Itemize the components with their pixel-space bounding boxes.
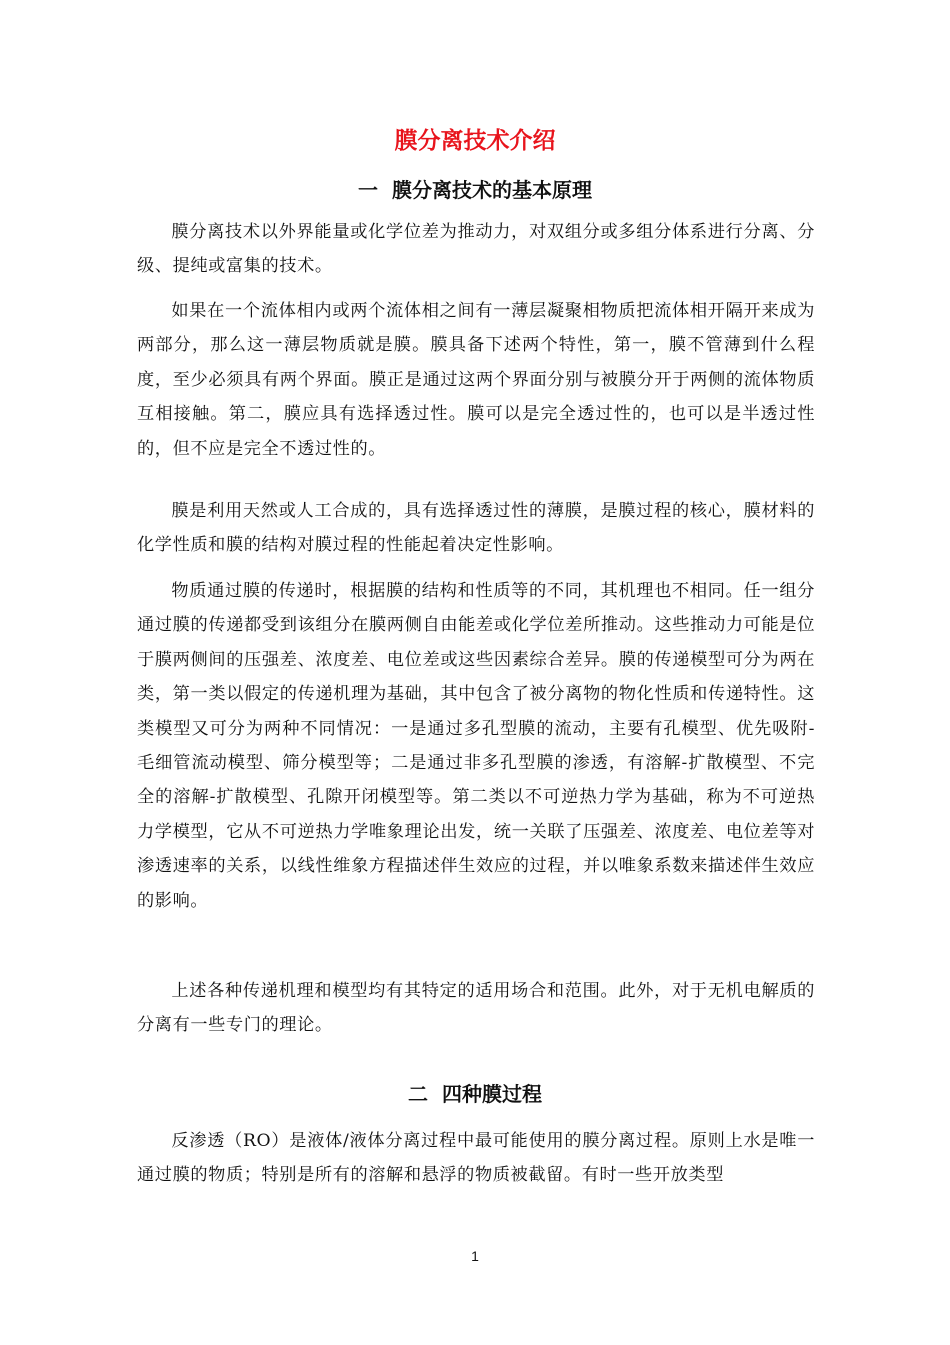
paragraph: 上述各种传递机理和模型均有其特定的适用场合和范围。此外，对于无机电解质的分离有一些专门的理论。 (137, 981, 815, 1036)
section-title: 膜分离技术的基本原理 (392, 178, 592, 202)
section-heading-2 (0, 1080, 950, 1108)
section-title: 四种膜过程 (442, 1082, 542, 1106)
section-number: 一 (358, 178, 378, 202)
section-number: 二 (408, 1082, 428, 1106)
page-number: 1 (471, 1248, 479, 1264)
paragraph: 膜分离技术以外界能量或化学位差为推动力，对双组分或多组分体系进行分离、分级、提纯或富集的技术。 (137, 222, 815, 277)
paragraph: 反渗透（RO）是液体/液体分离过程中最可能使用的膜分离过程。原则上水是唯一通过膜的物质；特别是所有的溶解和悬浮的物质被截留。有时一些开放类型 (137, 1131, 815, 1186)
paragraph: 物质通过膜的传递时，根据膜的结构和性质等的不同，其机理也不相同。任一组分通过膜的传递都受到该组分在膜两侧自由能差或化学位差所推动。这些推动力可能是位于膜两侧间的压强差、浓度差、电位差或这些因素综合差异。膜的传递模型可分为两在类，第一类以假定的传递机理为基础，其中包含了被分离物的物化性质和传递特性。这类模型又可分为两种不同情况：一是通过多孔型膜的流动，主要有孔模型、优先吸附-毛细管流动模型、筛分模型等；二是通过非多孔型膜的渗透，有溶解-扩散模型、不完全的溶解-扩散模型、孔隙开闭模型等。第二类以不可逆热力学为基础，称为不可逆热力学模型，它从不可逆热力学唯象理论出发，统一关联了压强差、浓度差、电位差等对渗透速率的关系，以线性维象方程描述伴生效应的过程，并以唯象系数来描述伴生效应的影响。 (137, 581, 815, 911)
paragraph: 如果在一个流体相内或两个流体相之间有一薄层凝聚相物质把流体相开隔开来成为两部分，那么这一薄层物质就是膜。膜具备下述两个特性，第一，膜不管薄到什么程度，至少必须具有两个界面。膜正是通过这两个界面分别与被膜分开于两侧的流体物质互相接触。第二，膜应具有选择透过性。膜可以是完全透过性的，也可以是半透过性的，但不应是完全不透过性的。 (137, 301, 815, 459)
document-title: 膜分离技术介绍 (394, 128, 556, 154)
paragraph: 膜是利用天然或人工合成的，具有选择透过性的薄膜，是膜过程的核心，膜材料的化学性质和膜的结构对膜过程的性能起着决定性影响。 (137, 501, 815, 556)
section-heading-1 (0, 176, 950, 204)
